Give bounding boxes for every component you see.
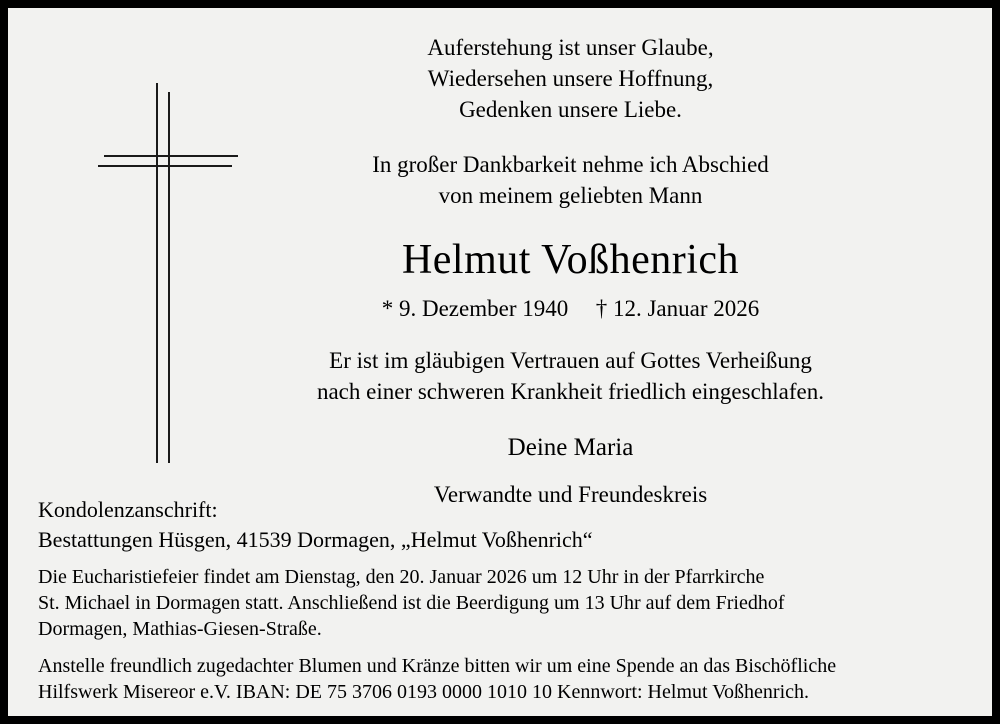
- verse-line-3: Gedenken unsere Liebe.: [459, 97, 682, 122]
- body-block: [248, 345, 893, 407]
- service-details: [38, 564, 968, 642]
- signature: Deine Maria: [507, 434, 634, 461]
- cross-horizontal-line-1: [104, 155, 238, 157]
- condolence-address: Bestattungen Hüsgen, 41539 Dormagen, „Helmut Voßhenrich“: [38, 527, 593, 552]
- service-line-2: St. Michael in Dormagen statt. Anschließend ist die Beerdigung um 13 Uhr auf dem Friedhof: [38, 592, 785, 614]
- cross-vertical-line-1: [156, 83, 158, 463]
- body-line-1: Er ist im gläubigen Vertrauen auf Gottes Verheißung: [329, 348, 812, 373]
- service-line-3: Dormagen, Mathias-Giesen-Straße.: [38, 618, 322, 640]
- verse-block: [248, 32, 893, 125]
- deceased-name: Helmut Voßhenrich: [401, 237, 740, 283]
- verse-line-2: Wiedersehen unsere Hoffnung,: [427, 66, 714, 91]
- birth-date: * 9. Dezember 1940: [381, 296, 569, 321]
- cross-horizontal-line-2: [98, 165, 232, 167]
- verse-line-1: Auferstehung ist unser Glaube,: [427, 35, 714, 60]
- notice-center-column: [248, 32, 893, 509]
- condolence-label: Kondolenzanschrift:: [38, 497, 218, 522]
- christian-cross-icon: [98, 83, 238, 463]
- intro-line-2: von meinem geliebten Mann: [438, 183, 703, 208]
- intro-line-1: In großer Dankbarkeit nehme ich Abschied: [372, 152, 769, 177]
- intro-block: [248, 149, 893, 211]
- donation-line-2: Hilfswerk Misereor e.V. IBAN: DE 75 3706 0193 0000 1010 10 Kennwort: Helmut Voßhenrich.: [38, 681, 810, 703]
- donation-line-1: Anstelle freundlich zugedachter Blumen und Kränze bitten wir um eine Spende an das Bischöfliche: [38, 655, 837, 677]
- donation-details: [38, 653, 978, 705]
- notice-footer: [38, 495, 968, 705]
- death-date: † 12. Januar 2026: [595, 296, 760, 321]
- relatives-line: Verwandte und Freundeskreis: [433, 482, 708, 507]
- cross-vertical-line-2: [168, 92, 170, 463]
- service-line-1: Die Eucharistiefeier findet am Dienstag, den 20. Januar 2026 um 12 Uhr in der Pfarrkirche: [38, 566, 765, 588]
- obituary-notice: [8, 8, 992, 716]
- life-dates: [248, 295, 893, 323]
- body-line-2: nach einer schweren Krankheit friedlich eingeschlafen.: [316, 379, 825, 404]
